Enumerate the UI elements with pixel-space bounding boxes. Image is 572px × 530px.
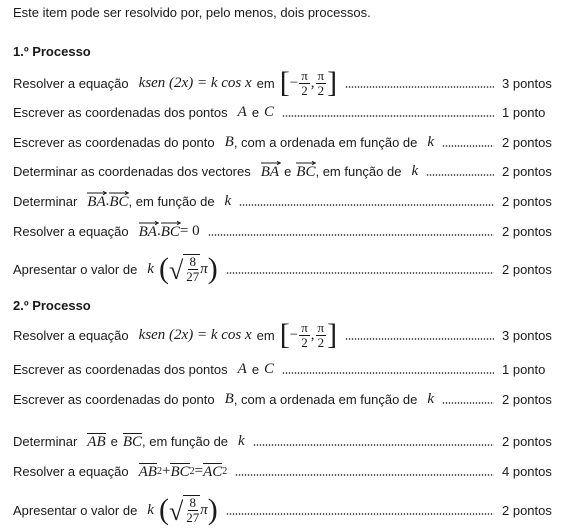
dot-leader: [426, 174, 494, 176]
points-label: 2 pontos: [502, 502, 552, 518]
dot-leader: [208, 234, 494, 236]
criterion-text: Escrever as coordenadas do ponto B , com a ordenada em função de k: [13, 133, 435, 150]
criterion-text: Resolver a equação ksen (2x) = k cos x em [ − $\frac{\pi}{2}$ , $\frac{\pi}{2}$ ]: [13, 66, 338, 99]
math-equation: ksen (2x) = k cos x: [138, 326, 252, 343]
dot-leader: [253, 444, 494, 446]
criterion-text: Determinar AB e BC , em função de k: [13, 432, 245, 450]
criterion-text: Escrever as coordenadas do ponto B , com a ordenada em função de k: [13, 390, 435, 407]
criterion-text: Apresentar o valor de k ( √ $\frac{8}{27}$ π ): [13, 493, 218, 526]
criterion-row: [13, 252, 554, 286]
dot-leader: [442, 145, 494, 147]
criterion-row: [13, 492, 554, 528]
vector-BC: BC: [109, 192, 128, 210]
vector-BA: BA: [261, 162, 279, 180]
segment-AC: AC: [203, 463, 223, 480]
row-label: Resolver a equação: [13, 75, 129, 91]
points-label: 3 pontos: [502, 327, 552, 343]
vector-BC: BC: [161, 222, 180, 240]
criterion-row: [13, 427, 554, 455]
process-1-title: 1.º Processo: [13, 44, 91, 59]
criterion-text: Determinar as coordenadas dos vectores BA e BC , em função de k: [13, 162, 419, 180]
paren-right: ): [207, 252, 218, 285]
vector-BA: BA: [87, 192, 105, 210]
criterion-row: [13, 355, 554, 383]
intro-text: Este item pode ser resolvido por, pelo menos, dois processos.: [13, 5, 371, 20]
criterion-row: [13, 187, 554, 215]
bracket-right: ]: [327, 66, 338, 99]
criterion-row: [13, 66, 554, 99]
points-label: 1 ponto: [502, 361, 546, 377]
segment-BC: BC: [122, 433, 143, 450]
dot-leader: [226, 272, 494, 274]
points-label: 3 pontos: [502, 75, 552, 91]
criterion-row: [13, 98, 554, 126]
vector-BC: BC: [296, 162, 315, 180]
segment-AB: AB: [138, 463, 157, 480]
points-label: 2 pontos: [502, 433, 552, 449]
dot-leader: [442, 402, 494, 404]
points-label: 1 ponto: [502, 104, 546, 120]
criterion-text: Apresentar o valor de k ( √ $\frac{8}{27}$ π ): [13, 252, 218, 285]
segment-BC: BC: [170, 463, 190, 480]
dot-leader: [345, 86, 494, 88]
criterion-row: [13, 385, 554, 413]
criterion-row: [13, 318, 554, 351]
segment-AB: AB: [87, 433, 106, 450]
paren-left: (: [158, 252, 169, 285]
criterion-row: [13, 217, 554, 245]
process-2-title: 2.º Processo: [13, 298, 91, 313]
dot-leader: [282, 372, 494, 374]
interval-word: em: [256, 75, 275, 91]
criterion-text: Resolver a equação BA . BC = 0: [13, 222, 200, 240]
points-label: 2 pontos: [502, 391, 552, 407]
criterion-row: [13, 157, 554, 185]
vector-BA: BA: [139, 222, 157, 240]
bracket-left: [: [279, 66, 290, 99]
criterion-text: Escrever as coordenadas dos pontos A e C: [13, 103, 275, 120]
dot-leader: [226, 513, 494, 515]
sqrt-expression: √ $\frac{8}{27}$: [168, 254, 200, 285]
points-label: 2 pontos: [502, 163, 552, 179]
points-label: 2 pontos: [502, 193, 552, 209]
dot-leader: [239, 204, 494, 206]
points-label: 2 pontos: [502, 223, 552, 239]
points-label: 2 pontos: [502, 134, 552, 150]
sqrt-expression: √ $\frac{8}{27}$: [168, 495, 200, 526]
dot-leader: [345, 338, 494, 340]
math-equation: ksen (2x) = k cos x: [138, 74, 252, 91]
points-label: 2 pontos: [502, 261, 552, 277]
criterion-row: [13, 457, 554, 485]
dot-leader: [282, 115, 494, 117]
criterion-text: Determinar BA . BC , em função de k: [13, 192, 232, 210]
criterion-text: Resolver a equação ksen (2x) = k cos x em [ − $\frac{\pi}{2}$ , $\frac{\pi}{2}$ ]: [13, 318, 338, 351]
points-label: 4 pontos: [502, 463, 552, 479]
dot-leader: [235, 474, 494, 476]
criterion-text: Resolver a equação AB 2 + BC 2 = AC 2: [13, 462, 228, 480]
criterion-text: Escrever as coordenadas dos pontos A e C: [13, 360, 275, 377]
criterion-row: [13, 128, 554, 156]
